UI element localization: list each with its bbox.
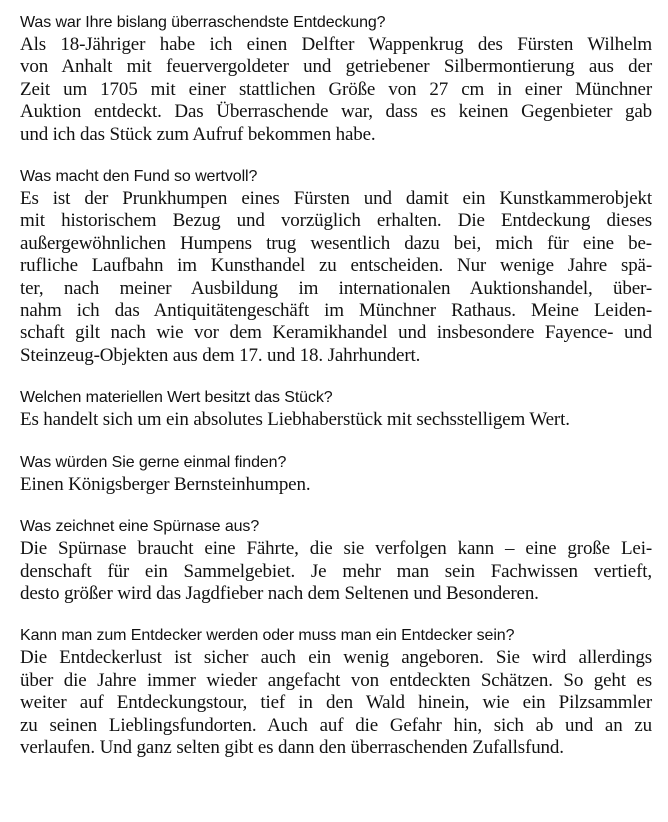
answer-line: Es handelt sich um ein absolutes Liebhaberstück mit sechsstelligem Wert. (20, 409, 570, 431)
answer-paragraph (20, 647, 652, 759)
answer-line: Auktion entdeckt. Das Überraschende war, dass es keinen Gegenbieter gab (20, 101, 652, 123)
answer-line: über die Jahre immer wieder angefacht von entdeckten Schätzen. So geht es (20, 669, 652, 691)
answer-line: Die Spürnase braucht eine Fährte, die sie verfolgen kann – eine große Lei- (20, 538, 652, 560)
qa-block-discovery (20, 12, 652, 146)
qa-block-wish-find (20, 452, 652, 496)
answer-line: außergewöhnlichen Humpens trug wesentlich dazu bei, mich für eine be- (20, 232, 652, 254)
answer-line: Es ist der Prunkhumpen eines Fürsten und damit ein Kunstkammerobjekt (20, 188, 652, 210)
answer-line: nahm ich das Antiquitätengeschäft im Münchner Rathaus. Meine Leiden- (20, 300, 652, 322)
answer-line: weiter auf Entdeckungstour, tief in den Wald hinein, wie ein Pilzsammler (20, 692, 652, 714)
qa-block-value-reason (20, 166, 652, 367)
answer-line: von Anhalt mit feuervergoldeter und getriebener Silbermontierung aus der (20, 56, 652, 78)
answer-paragraph (20, 188, 652, 367)
question-heading: Was würden Sie gerne einmal finden? (20, 453, 287, 471)
answer-line: zu seinen Lieblingsfundorten. Auch auf die Gefahr hin, sich ab und an zu (20, 714, 652, 736)
answer-paragraph (20, 538, 652, 605)
answer-line: Als 18-Jähriger habe ich einen Delfter Wappenkrug des Fürsten Wilhelm (20, 34, 652, 55)
interview-page (20, 12, 652, 779)
question-heading: Was war Ihre bislang überraschendste Entdeckung? (20, 14, 386, 31)
answer-paragraph (20, 474, 652, 496)
answer-line: Die Entdeckerlust ist sicher auch ein wenig angeboren. Sie wird allerdings (20, 647, 652, 669)
answer-paragraph (20, 409, 652, 431)
answer-line: Steinzeug-Objekten aus dem 17. und 18. Jahrhundert. (20, 344, 421, 366)
answer-line: schaft gilt nach wie vor dem Keramikhandel und insbesondere Fayence- und (20, 322, 652, 344)
answer-line: verlaufen. Und ganz selten gibt es dann den überraschenden Zufallsfund. (20, 736, 564, 758)
answer-paragraph (20, 34, 652, 146)
answer-line: rufliche Laufbahn im Kunsthandel zu entscheiden. Nur wenige Jahre spä- (20, 255, 652, 277)
answer-line: Zeit um 1705 mit einer stattlichen Größe von 27 cm in einer Münchner (20, 78, 652, 100)
qa-block-explorer (20, 625, 652, 759)
question-heading: Kann man zum Entdecker werden oder muss man ein Entdecker sein? (20, 627, 515, 645)
answer-line: desto größer wird das Jagdfieber nach dem Seltenen und Besonderen. (20, 582, 539, 604)
question-heading: Was macht den Fund so wertvoll? (20, 168, 258, 186)
answer-line: ter, nach meiner Ausbildung im internationalen Auktionshandel, über- (20, 277, 652, 299)
answer-line: denschaft für ein Sammelgebiet. Je mehr man sein Fachwissen vertieft, (20, 560, 652, 582)
qa-block-material-value (20, 387, 652, 431)
question-heading: Welchen materiellen Wert besitzt das Stück? (20, 389, 333, 407)
question-heading: Was zeichnet eine Spürnase aus? (20, 518, 260, 536)
answer-line: mit historischem Bezug und vorzüglich erhalten. Die Entdeckung dieses (20, 210, 652, 232)
answer-line: und ich das Stück zum Aufruf bekommen habe. (20, 123, 376, 145)
qa-block-sleuth (20, 516, 652, 605)
answer-line: Einen Königsberger Bernsteinhumpen. (20, 473, 311, 495)
